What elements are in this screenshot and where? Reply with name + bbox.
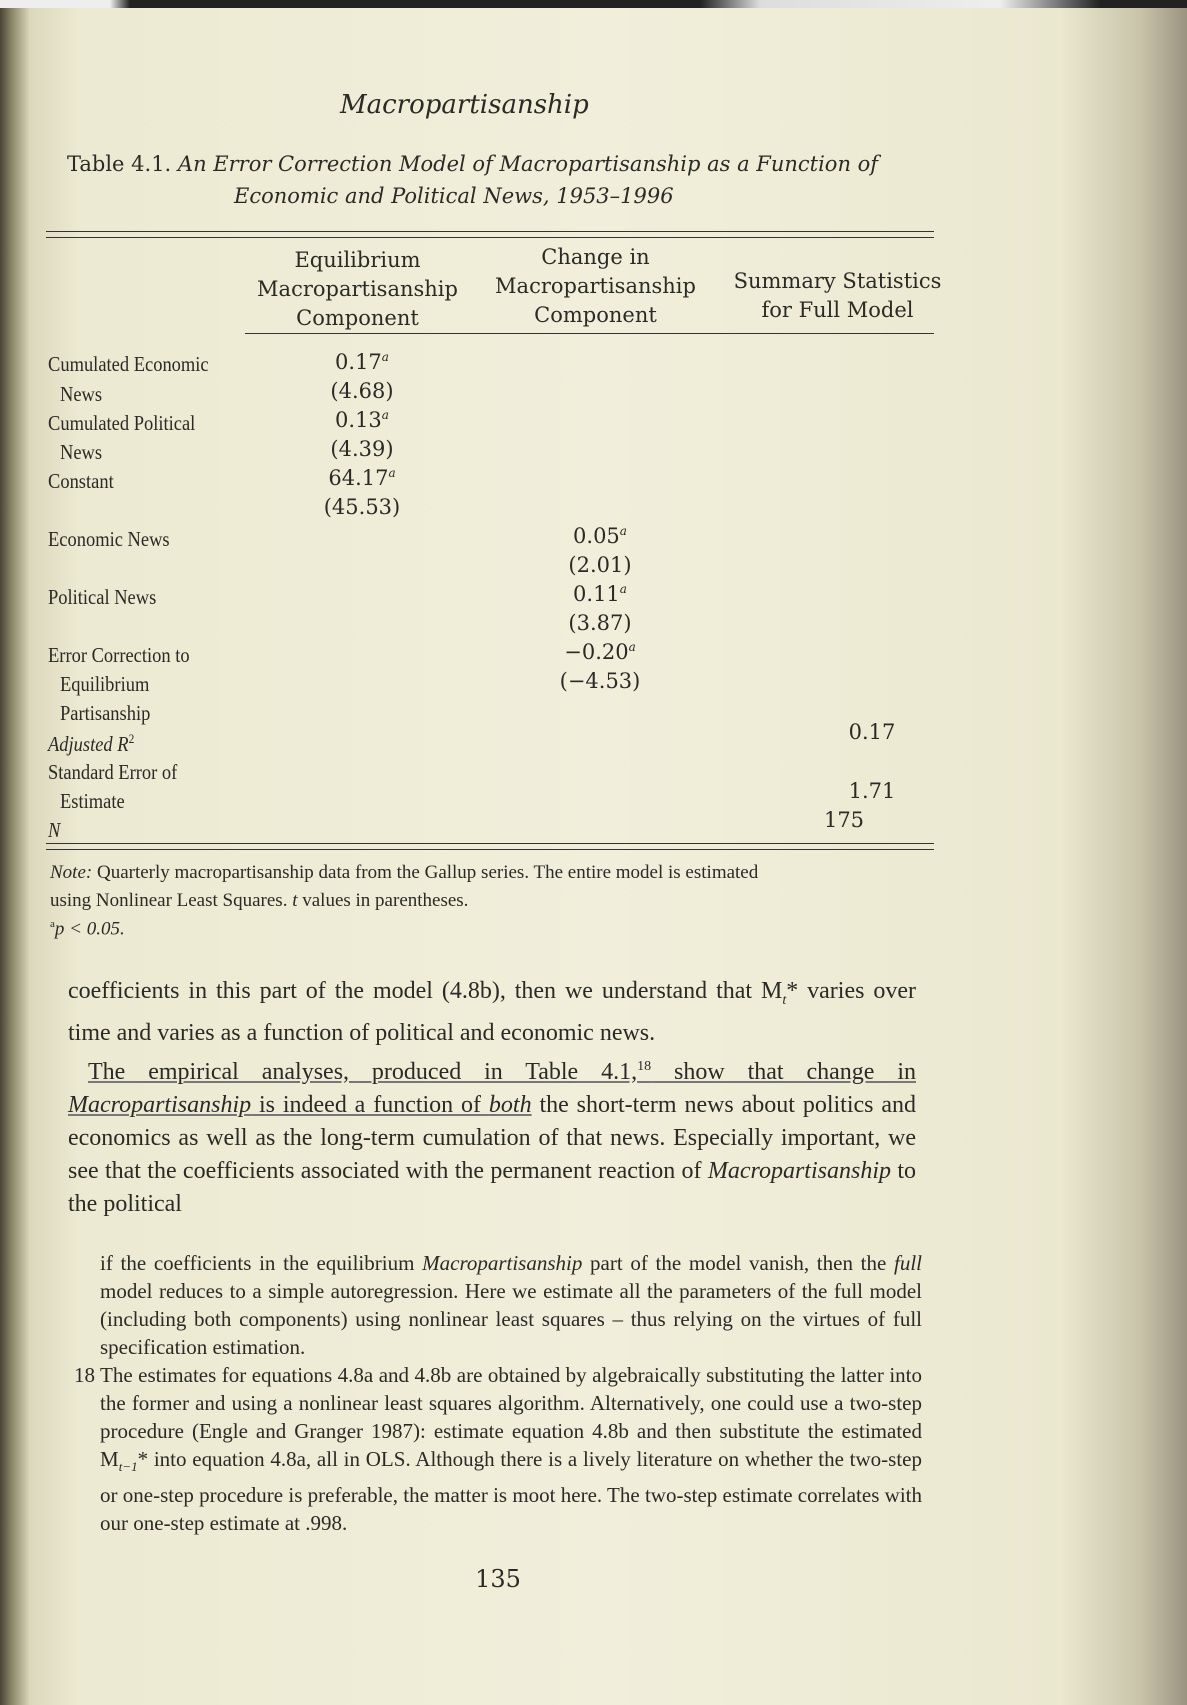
header-rule xyxy=(245,333,934,334)
subscript: t−1 xyxy=(118,1458,138,1474)
sig-marker: a xyxy=(388,466,396,480)
row-label: Estimate xyxy=(60,789,125,813)
superscript: 2 xyxy=(128,731,135,746)
sig-text: p < 0.05. xyxy=(54,918,125,940)
cell-value xyxy=(302,350,422,374)
row-label: Constant xyxy=(48,469,114,493)
text: Macropartisanship xyxy=(707,1157,891,1184)
cell-tvalue: (45.53) xyxy=(323,495,401,519)
sig-marker: a xyxy=(50,918,55,930)
text: Macropartisanship xyxy=(422,1250,583,1275)
running-head: Macropartisanship xyxy=(340,90,589,120)
page-edge xyxy=(0,0,1187,8)
cell-value xyxy=(302,466,422,490)
text: show that change in xyxy=(651,1058,916,1085)
column-header-summary xyxy=(720,267,955,325)
table-note xyxy=(50,862,758,884)
note-text: using Nonlinear Least Squares. xyxy=(50,890,293,911)
sig-marker: a xyxy=(619,582,627,596)
text: * into equation 4.8a, all in OLS. Although there is a lively literature on whether the two-step or one-step procedure is preferable, the matter is moot here. The two-step estimate correlates with our one-step estimate at .998. xyxy=(100,1446,922,1535)
table-title-line2: Economic and Political News, 1953–1996 xyxy=(234,184,674,208)
row-label: Standard Error of xyxy=(48,760,178,784)
footnote-ref: 18 xyxy=(637,1058,652,1074)
cell-value xyxy=(302,408,422,432)
note-text: values in parentheses. xyxy=(297,890,469,911)
table-note-line2 xyxy=(50,890,468,912)
row-label-text: Adjusted R xyxy=(48,732,129,756)
row-label: Error Correction to xyxy=(48,643,190,667)
header-line: Component xyxy=(534,303,657,327)
adjusted-r2-value: 0.17 xyxy=(848,720,896,744)
footnote-number: 18 xyxy=(74,1362,95,1387)
text: is indeed a function of xyxy=(251,1091,489,1118)
table-bottom-rule-2 xyxy=(46,849,934,850)
sig-marker: a xyxy=(381,408,389,422)
text-column xyxy=(68,975,928,1593)
table-top-rule xyxy=(46,231,934,232)
row-label: Political News xyxy=(48,585,157,609)
cell-tvalue: (−4.53) xyxy=(559,669,641,693)
sig-marker: a xyxy=(628,640,636,654)
text: both xyxy=(488,1091,532,1118)
header-line: Macropartisanship xyxy=(495,274,696,298)
page-number: 135 xyxy=(475,1564,521,1593)
table-title: An Error Correction Model of Macropartisanship as a Function of xyxy=(177,152,879,176)
column-header-equilibrium xyxy=(245,246,470,333)
value: 0.13 xyxy=(335,408,382,432)
table-label: Table 4.1. xyxy=(67,152,172,176)
column-header-change xyxy=(483,243,708,330)
cell-tvalue: (4.68) xyxy=(330,379,394,403)
row-label xyxy=(48,731,134,757)
table-top-rule-2 xyxy=(46,237,934,238)
text: Macropartisanship xyxy=(68,1091,252,1118)
header-line: Change in xyxy=(541,245,650,269)
row-label: N xyxy=(48,818,61,842)
header-line: Macropartisanship xyxy=(257,277,458,301)
header-line: Component xyxy=(296,306,419,330)
note-text: Quarterly macropartisanship data from the Gallup series. The entire model is estimated xyxy=(96,862,759,883)
row-label: News xyxy=(60,382,103,406)
subscript: t xyxy=(782,992,787,1008)
text: The estimates for equations 4.8a and 4.8b are obtained by algebraically substituting the latter into the former and using a nonlinear least squares algorithm. Alternatively, one could use a two-step procedure (Engle and Granger 1987): estimate equation 4.8b and then substitute the estimated M xyxy=(100,1362,922,1471)
value: 0.05 xyxy=(573,524,620,548)
standard-error-value: 1.71 xyxy=(848,779,896,803)
n-value: 175 xyxy=(823,808,865,832)
text: coefficients in this part of the model (4.8b), then we understand that M xyxy=(68,978,783,1004)
row-label: Partisanship xyxy=(60,701,151,725)
row-label: Economic News xyxy=(48,527,170,551)
cell-tvalue: (2.01) xyxy=(568,553,632,577)
cell-value xyxy=(540,524,660,548)
significance-note xyxy=(50,918,125,940)
value: −0.20 xyxy=(564,640,629,664)
text: The empirical analyses, produced in Table 4.1, xyxy=(88,1058,638,1085)
cell-value xyxy=(540,640,660,664)
value: 0.17 xyxy=(335,350,382,374)
table-caption xyxy=(67,152,878,176)
note-label: Note: xyxy=(50,862,93,883)
body-paragraph xyxy=(68,975,916,1221)
text: part of the model vanish, then the xyxy=(582,1250,894,1275)
cell-value xyxy=(540,582,660,606)
value: 64.17 xyxy=(328,466,389,490)
footnote-continued xyxy=(100,1249,922,1361)
header-line: Summary Statistics xyxy=(733,269,942,293)
header-line: Equilibrium xyxy=(294,248,421,272)
footnote-18 xyxy=(74,1361,922,1537)
cell-tvalue: (3.87) xyxy=(568,611,632,635)
sig-marker: a xyxy=(381,350,389,364)
cell-tvalue: (4.39) xyxy=(330,437,394,461)
row-label: Equilibrium xyxy=(60,672,150,696)
text: the short-term news about politics and economics as well as the long-term cumulation of that news. Especially important, we see that the coefficients associated with the permanent reaction of xyxy=(68,1091,916,1184)
header-line: for Full Model xyxy=(761,298,914,322)
text: full xyxy=(893,1250,922,1275)
sig-marker: a xyxy=(619,524,627,538)
text: if the coefficients in the equilibrium xyxy=(100,1250,423,1275)
text: to the political xyxy=(68,1157,916,1217)
value: 0.11 xyxy=(573,582,620,606)
row-label: Cumulated Economic xyxy=(48,352,209,376)
text: model reduces to a simple autoregression. Here we estimate all the parameters of the full model (including both components) using nonlinear least squares – thus relying on the virtues of full specification estimation. xyxy=(100,1278,922,1359)
table-bottom-rule xyxy=(46,843,934,844)
note-text: t xyxy=(292,890,298,911)
text: * varies over time and varies as a function of political and economic news. xyxy=(68,978,916,1046)
row-label: Cumulated Political xyxy=(48,411,196,435)
row-label: News xyxy=(60,440,103,464)
